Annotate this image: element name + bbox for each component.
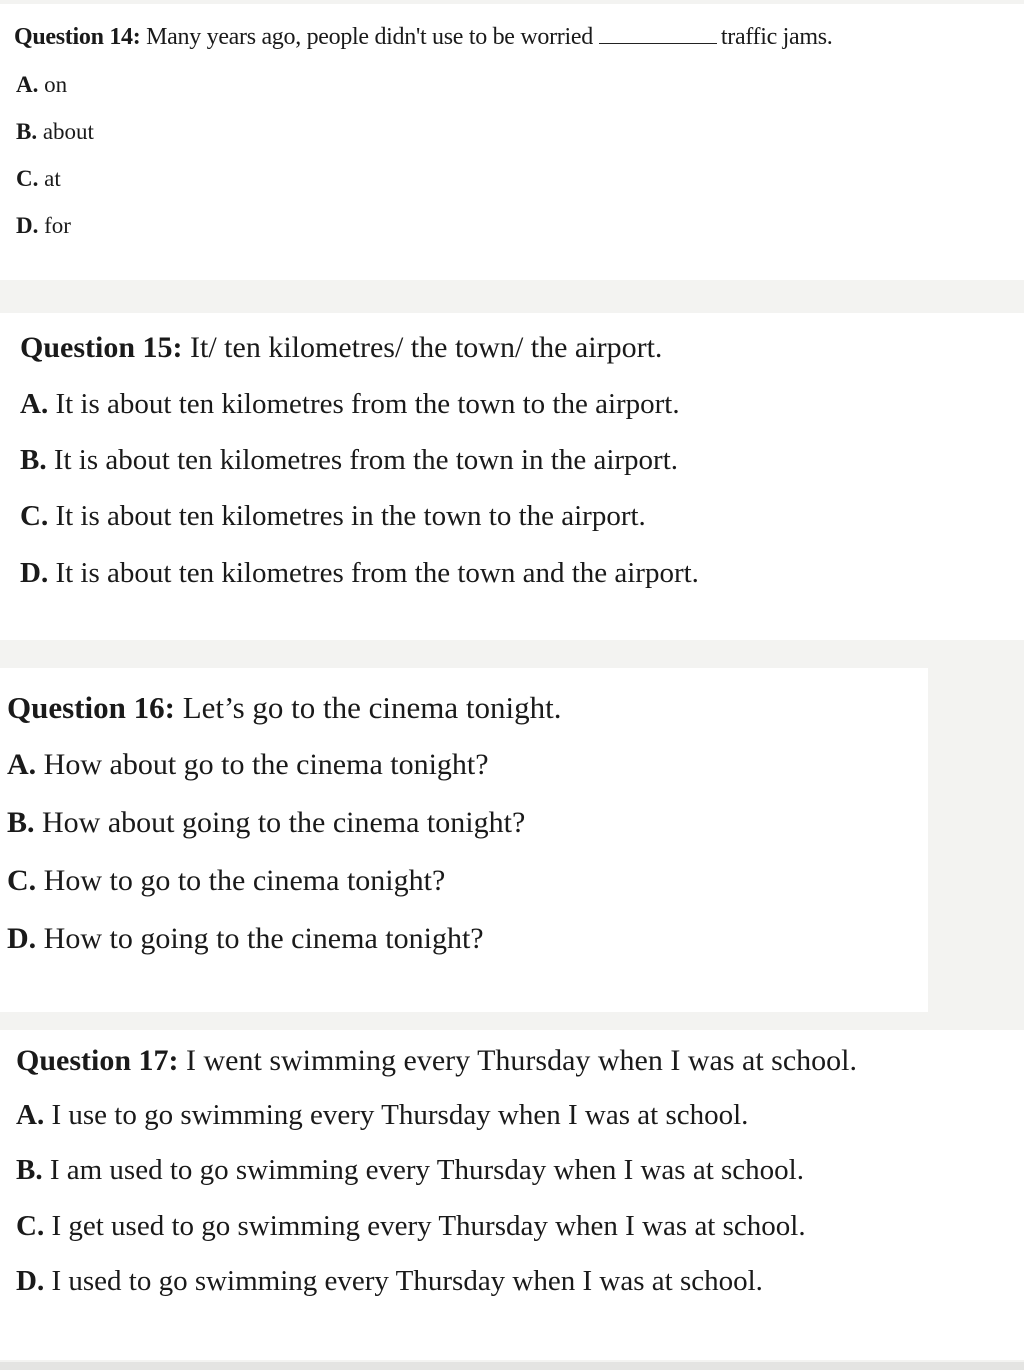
option-c[interactable] (16, 1210, 806, 1243)
option-text: I use to go swimming every Thursday when I was at school. (51, 1099, 749, 1131)
option-text: How to go to the cinema tonight? (43, 864, 446, 897)
question-text: Let’s go to the cinema tonight. (182, 690, 562, 725)
question-card-15 (0, 313, 1024, 640)
option-a[interactable] (20, 388, 680, 421)
option-letter: D. (16, 1265, 45, 1297)
option-letter: C. (16, 166, 39, 191)
option-letter: D. (16, 213, 39, 238)
option-b[interactable] (16, 1154, 804, 1187)
option-text: I get used to go swimming every Thursday when I was at school. (51, 1210, 806, 1242)
option-text: for (44, 213, 71, 238)
option-letter: A. (20, 388, 49, 420)
bottom-divider (0, 1362, 1024, 1370)
option-letter: A. (7, 748, 37, 781)
option-b[interactable] (20, 444, 678, 477)
question-stem (7, 690, 562, 726)
option-c[interactable] (7, 864, 445, 898)
option-text: How about go to the cinema tonight? (43, 748, 489, 781)
option-letter: B. (20, 444, 47, 476)
question-label: Question 16: (7, 690, 175, 725)
option-text: on (44, 72, 68, 97)
option-letter: D. (7, 922, 37, 955)
option-b[interactable] (7, 806, 525, 840)
option-a[interactable] (16, 1099, 748, 1132)
question-stem (20, 331, 662, 365)
option-letter: A. (16, 1099, 45, 1131)
option-text: It is about ten kilometres from the town in the airport. (53, 444, 679, 476)
option-d[interactable] (16, 1265, 763, 1298)
question-label: Question 15: (20, 331, 183, 364)
option-letter: B. (7, 806, 35, 839)
option-a[interactable] (7, 748, 489, 782)
option-letter: A. (16, 72, 39, 97)
option-d[interactable] (7, 922, 484, 956)
option-c[interactable] (16, 166, 61, 192)
option-d[interactable] (20, 557, 699, 590)
question-stem (16, 1044, 857, 1078)
question-card-16 (0, 668, 928, 1012)
question-text: I went swimming every Thursday when I was at school. (186, 1044, 857, 1077)
option-text: It is about ten kilometres from the town to the airport. (55, 388, 680, 420)
question-card-14 (0, 4, 1024, 280)
question-label: Question 14: (14, 24, 141, 50)
option-text: It is about ten kilometres in the town to the airport. (55, 500, 646, 532)
option-text: How to going to the cinema tonight? (43, 922, 484, 955)
option-text: It is about ten kilometres from the town and the airport. (55, 557, 699, 589)
option-text: I am used to go swimming every Thursday when I was at school. (49, 1154, 804, 1186)
question-text-before-blank: Many years ago, people didn't use to be worried (146, 24, 593, 50)
option-letter: D. (20, 557, 49, 589)
option-text: I used to go swimming every Thursday when I was at school. (51, 1265, 763, 1297)
option-b[interactable] (16, 119, 94, 145)
option-letter: B. (16, 1154, 43, 1186)
option-letter: C. (20, 500, 49, 532)
option-d[interactable] (16, 213, 71, 239)
option-text: at (44, 166, 61, 191)
option-text: How about going to the cinema tonight? (42, 806, 526, 839)
option-letter: B. (16, 119, 38, 144)
option-a[interactable] (16, 72, 67, 98)
question-text-after-blank: traffic jams. (720, 24, 833, 50)
option-letter: C. (16, 1210, 45, 1242)
question-label: Question 17: (16, 1044, 179, 1077)
question-stem (14, 24, 833, 51)
question-text: It/ ten kilometres/ the town/ the airport. (190, 331, 663, 364)
answer-blank (599, 42, 717, 44)
option-letter: C. (7, 864, 37, 897)
option-text: about (42, 119, 94, 144)
option-c[interactable] (20, 500, 646, 533)
question-card-17 (0, 1030, 1024, 1360)
